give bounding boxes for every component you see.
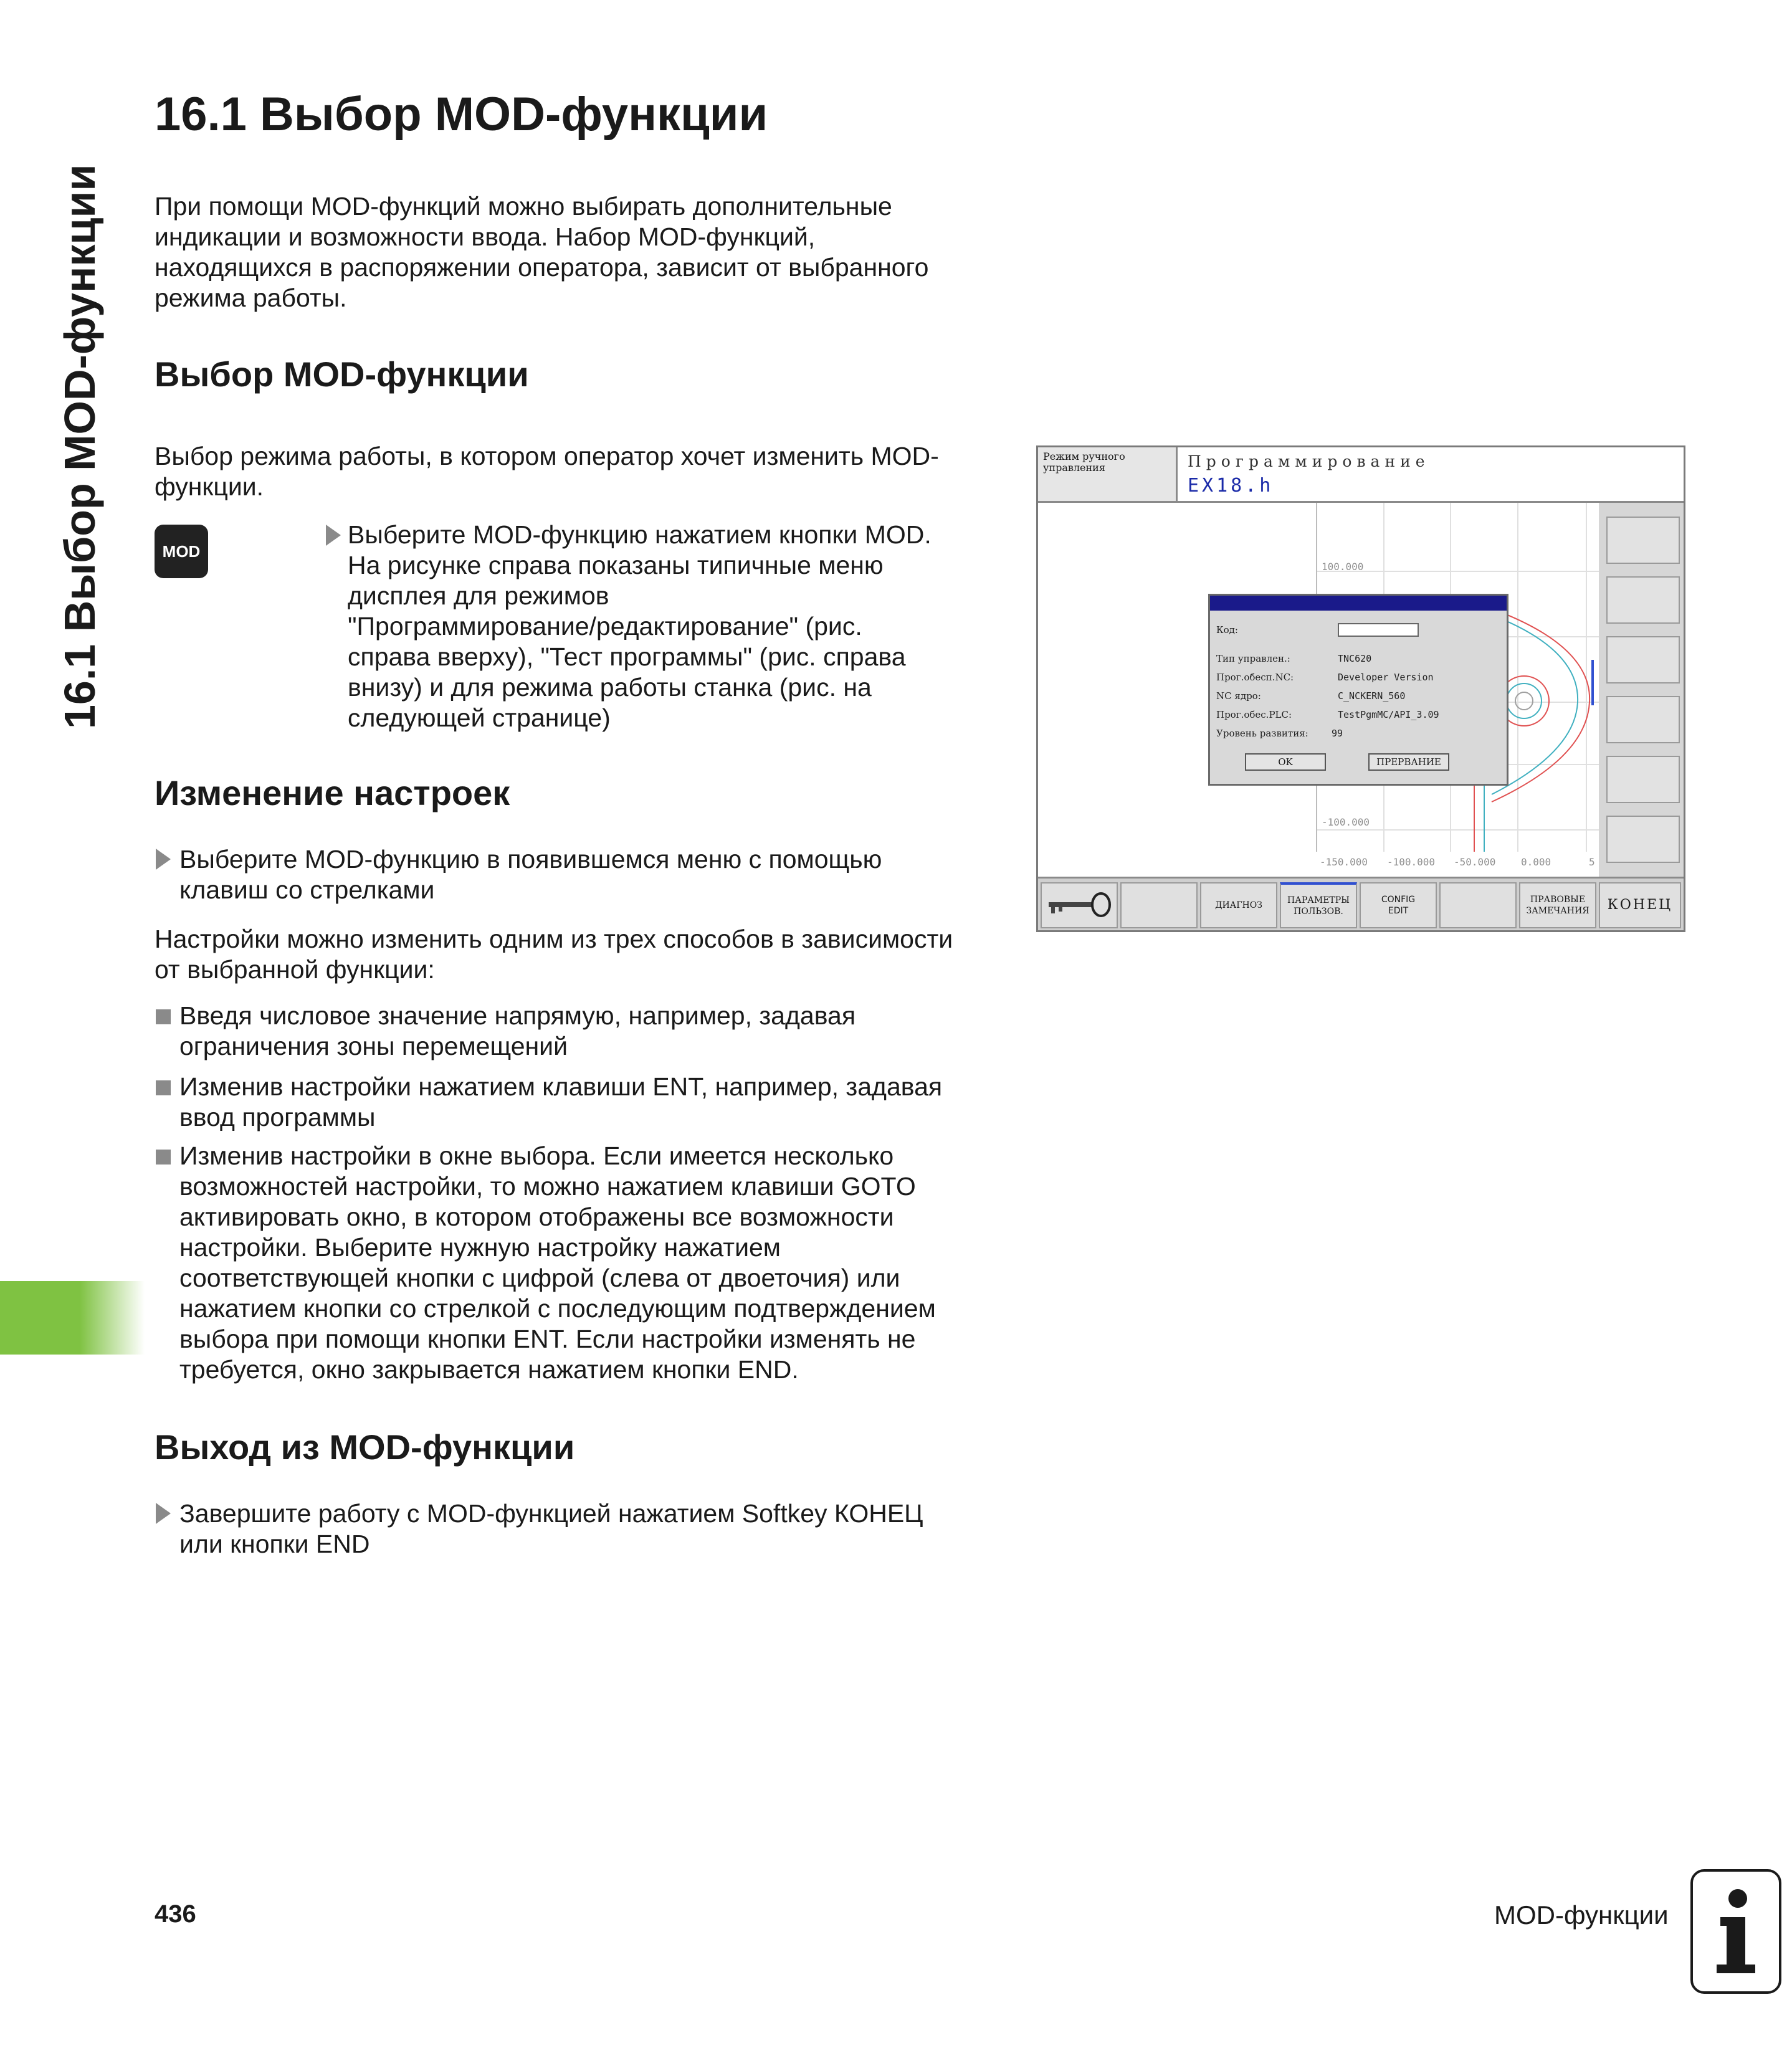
softkey-end[interactable]: КОНЕЦ bbox=[1599, 882, 1681, 928]
softkey-legal-notes[interactable]: ПРАВОВЫЕ ЗАМЕЧАНИЯ bbox=[1519, 882, 1596, 928]
mod-dialog bbox=[1208, 594, 1508, 786]
dialog-row-value: Developer Version bbox=[1338, 672, 1434, 683]
dialog-row-value: TNC620 bbox=[1338, 653, 1372, 664]
square-bullet-icon bbox=[156, 1080, 171, 1095]
dialog-row-label: Тип управлен.: bbox=[1216, 653, 1290, 664]
intro-paragraph: При помощи MOD-функций можно выбирать дополнительные индикации и возможности ввода. Набор MOD-функций, находящихся в распоряжении оператора, зависит от выбранного режима работы. bbox=[155, 192, 929, 312]
dialog-row-label: NC ядро: bbox=[1216, 690, 1261, 702]
vertical-softkey[interactable] bbox=[1606, 696, 1680, 743]
side-chapter-title: 16.1 Выбор MOD-функции bbox=[55, 164, 104, 729]
softkey-key-symbol[interactable] bbox=[1041, 882, 1118, 928]
machine-mode-box: Режим ручного управления bbox=[1038, 447, 1178, 501]
code-input[interactable] bbox=[1338, 623, 1419, 637]
square-bullet-icon bbox=[156, 1009, 171, 1024]
softkey-user-parameters[interactable]: ПАРАМЕТРЫ ПОЛЬЗОВ. bbox=[1280, 882, 1357, 928]
heading-exit-mod: Выход из MOD-функции bbox=[155, 1427, 575, 1467]
program-mode-title: Программирование bbox=[1188, 452, 1430, 470]
dialog-title-bar bbox=[1210, 596, 1507, 611]
axis-label: -50.000 bbox=[1454, 856, 1496, 868]
program-file-name: EX18.h bbox=[1188, 475, 1274, 497]
exit-step: Завершите работу с MOD-функцией нажатием Softkey КОНЕЦ или кнопки END bbox=[179, 1499, 923, 1558]
code-label: Код: bbox=[1216, 624, 1238, 636]
chapter-tab-marker bbox=[0, 1281, 145, 1355]
dialog-row-value: TestPgmMC/API_3.09 bbox=[1338, 709, 1439, 720]
dialog-row-label: Уровень развития: bbox=[1216, 728, 1308, 739]
vertical-softkey[interactable] bbox=[1606, 636, 1680, 683]
arrow-bullet-icon bbox=[326, 525, 341, 546]
page-number: 436 bbox=[155, 1900, 196, 1928]
axis-label: -150.000 bbox=[1320, 856, 1368, 868]
select-paragraph: Выбор режима работы, в котором оператор хочет изменить MOD- функции. bbox=[155, 442, 939, 501]
softkey-config-edit[interactable]: CONFIG EDIT bbox=[1360, 882, 1437, 928]
select-step: Выберите MOD-функцию нажатием кнопки MOD. На рисунке справа показаны типичные меню дисплея для режимов "Программирование/редактирование" (рис. справа вверху), "Тест программы" (рис. справа внизу) и для режима работы станка (рис. на следующей странице) bbox=[348, 520, 932, 732]
vertical-softkey[interactable] bbox=[1606, 517, 1680, 564]
cancel-button[interactable]: ПРЕРВАНИЕ bbox=[1368, 753, 1449, 771]
softkey-diagnosis[interactable]: ДИАГНОЗ bbox=[1200, 882, 1277, 928]
dialog-row-value: 99 bbox=[1332, 728, 1343, 739]
key-icon bbox=[1045, 890, 1113, 921]
axis-label: -100.000 bbox=[1322, 816, 1370, 828]
heading-change-settings: Изменение настроек bbox=[155, 773, 510, 812]
change-bullet-2: Изменив настройки нажатием клавиши ENT, например, задавая ввод программы bbox=[179, 1072, 943, 1131]
ok-button[interactable]: OK bbox=[1245, 753, 1326, 771]
vertical-softkey[interactable] bbox=[1606, 816, 1680, 863]
axis-label: 0.000 bbox=[1521, 856, 1551, 868]
softkey-empty[interactable] bbox=[1120, 882, 1198, 928]
dialog-row-label: Прог.обесп.NC: bbox=[1216, 672, 1294, 683]
change-bullet-3: Изменив настройки в окне выбора. Если имеется несколько возможностей настройки, то можно нажатием клавиши GOTO активировать окно, в котором отображены все возможности настройки. Выберите нужную настройку нажатием соответствующей кнопки с цифрой (слева от двоеточия) или нажатием кнопки со стрелкой с последующим подтверждением выбора при помощи кнопки ENT. Если настройки изменять не требуется, окно закрывается нажатием кнопки END. bbox=[179, 1141, 936, 1384]
vertical-softkey[interactable] bbox=[1606, 756, 1680, 803]
info-icon bbox=[1690, 1869, 1781, 1994]
footer-section-title: MOD-функции bbox=[1494, 1900, 1669, 1930]
dialog-row-label: Прог.обес.PLC: bbox=[1216, 709, 1292, 720]
axis-label: 100.000 bbox=[1322, 561, 1364, 573]
screen-header bbox=[1038, 447, 1684, 503]
softkey-empty[interactable] bbox=[1439, 882, 1517, 928]
change-step: Выберите MOD-функцию в появившемся меню с помощью клавиш со стрелками bbox=[179, 845, 882, 904]
arrow-bullet-icon bbox=[156, 849, 171, 870]
heading-select-mod: Выбор MOD-функции bbox=[155, 355, 529, 394]
axis-label: 5 bbox=[1589, 856, 1595, 868]
page-title: 16.1 Выбор MOD-функции bbox=[155, 88, 768, 141]
axis-label: -100.000 bbox=[1387, 856, 1436, 868]
change-bullet-1: Введя числовое значение напрямую, например, задавая ограничения зоны перемещений bbox=[179, 1001, 856, 1060]
vertical-softkey[interactable] bbox=[1606, 576, 1680, 624]
mod-key-icon: MOD bbox=[155, 525, 208, 578]
vertical-softkey-bar bbox=[1599, 503, 1684, 877]
change-paragraph: Настройки можно изменить одним из трех способов в зависимости от выбранной функции: bbox=[155, 925, 953, 984]
dialog-row-value: C_NCKERN_560 bbox=[1338, 690, 1406, 702]
horizontal-softkey-bar bbox=[1038, 877, 1684, 932]
arrow-bullet-icon bbox=[156, 1503, 171, 1524]
square-bullet-icon bbox=[156, 1150, 171, 1165]
cnc-screen-figure bbox=[1036, 445, 1685, 932]
